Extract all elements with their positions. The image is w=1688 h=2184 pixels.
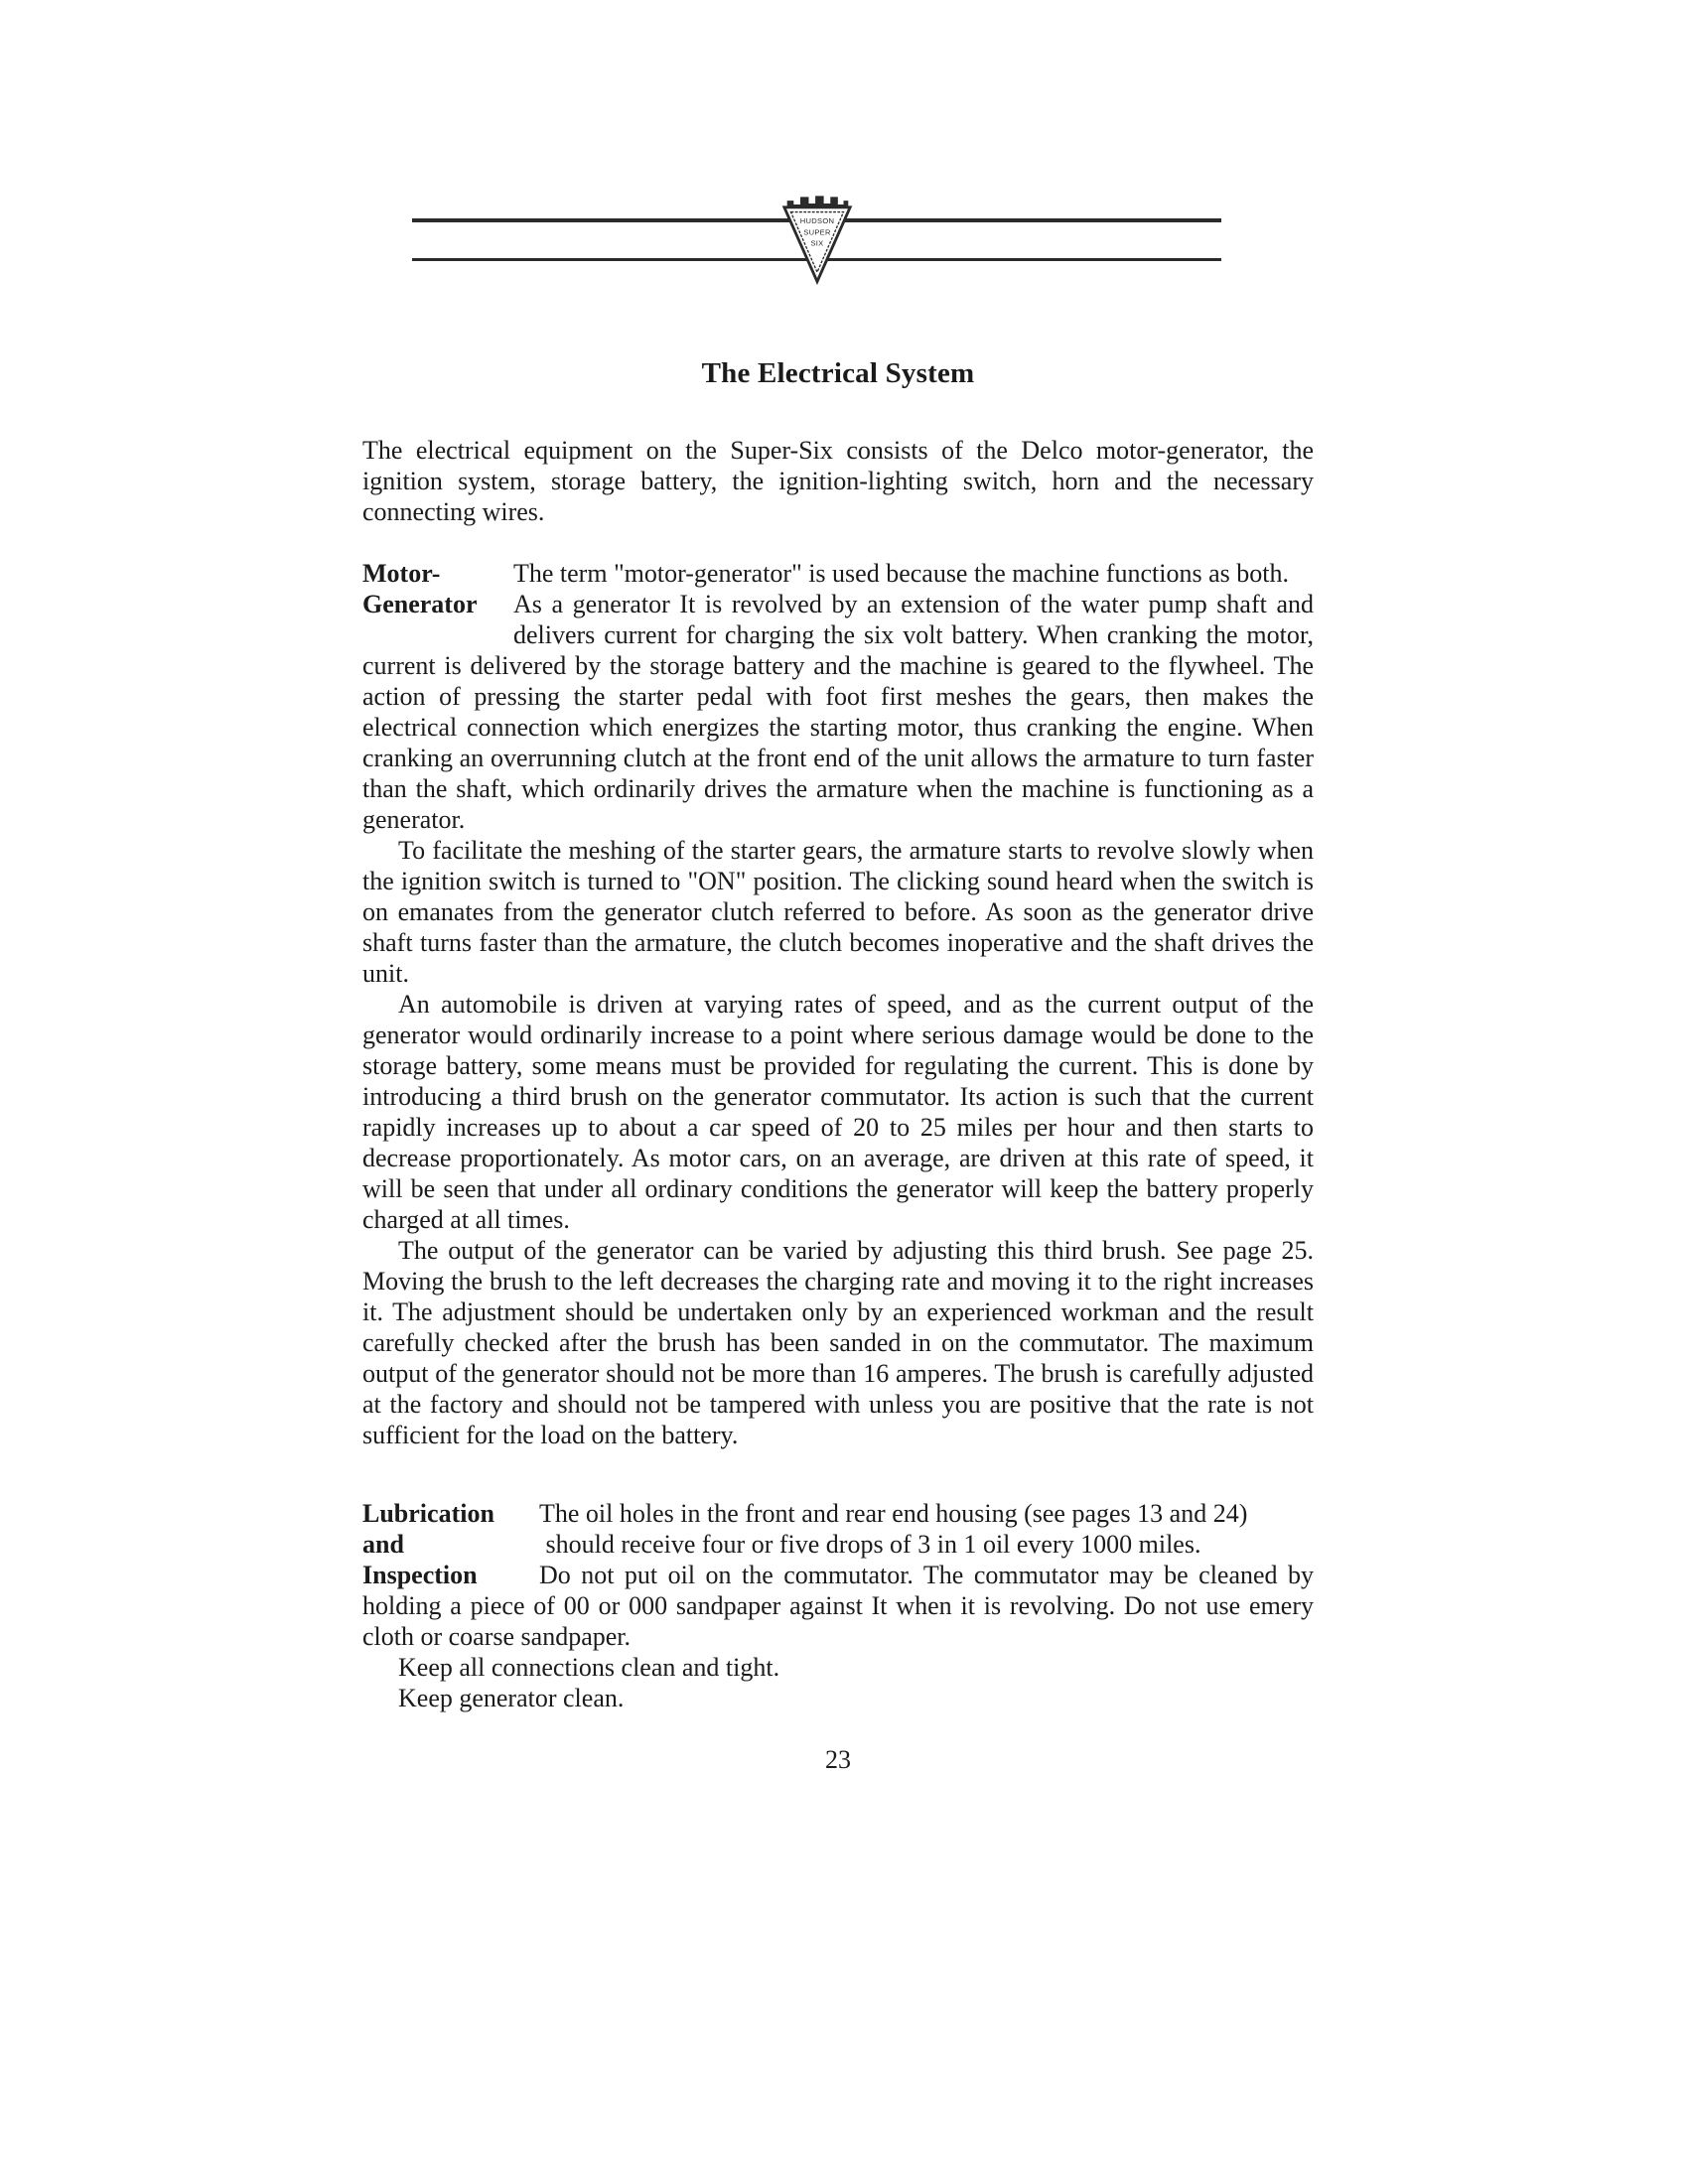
header-ornament bbox=[412, 189, 1221, 308]
lubrication-body: Do not put oil on the commutator. The commutator may be cleaned by holding a piece of 00 or 000 sandpaper against It when it is revolving. Do not use emery cloth or coarse sandpaper. bbox=[362, 1561, 1314, 1651]
lubrication-sidehead-line3: Inspection bbox=[362, 1561, 478, 1589]
page-title: The Electrical System bbox=[701, 357, 975, 389]
lubrication-sidehead bbox=[362, 1498, 539, 1589]
motor-generator-sidehead-line2: Generator bbox=[362, 590, 478, 618]
hudson-triangle-badge-icon bbox=[781, 191, 853, 288]
lubrication-line1: The oil holes in the front and rear end housing (see pages 13 and 24) bbox=[539, 1499, 1248, 1528]
motor-generator-body: As a generator It is revolved by an extension of the water pump shaft and delivers current for charging the six volt battery. When cranking the motor, current is delivered by the storage battery and the machine is geared to the flywheel. The action of pressing the starter pedal with foot first meshes the gears, then makes the electrical connection which energizes the starting motor, thus cranking the engine. When cranking an overrunning clutch at the front end of the unit allows the armature to turn faster than the shaft, which ordinarily drives the armature when the machine is functioning as a generator. bbox=[362, 590, 1314, 834]
paragraph-starter-meshing: To facilitate the meshing of the starter gears, the armature starts to revolve slowly when the ignition switch is turned to "ON" position. The clicking sound heard when the switch is on emanates from the generator clutch referred to before. As soon as the generator drive shaft turns faster than the armature, the clutch becomes inoperative and the shaft drives the unit. bbox=[362, 836, 1314, 988]
page-number: 23 bbox=[825, 1745, 851, 1774]
paragraph-current-regulation: An automobile is driven at varying rates of speed, and as the current output of the generator would ordinarily increase to a point where serious damage would be done to the storage battery, some means must be provided for regulating the current. This is done by introducing a third brush on the generator commutator. Its action is such that the current rapidly increases up to about a car speed of 20 to 25 miles per hour and then starts to decrease proportionately. As motor cars, on an average, are driven at this rate of speed, it will be seen that under all ordinary conditions the generator will keep the battery properly charged at all times. bbox=[362, 990, 1314, 1234]
lubrication-sidehead-line2: and bbox=[362, 1530, 404, 1559]
paragraph-intro: The electrical equipment on the Super-Six consists of the Delco motor-generator, the ignition system, storage battery, the ignition-lighting switch, horn and the necessary connecting wires. bbox=[362, 436, 1314, 526]
motor-generator-section bbox=[362, 558, 1314, 835]
motor-generator-sidehead-line1: Motor- bbox=[362, 559, 441, 588]
motor-generator-sidehead bbox=[362, 558, 513, 649]
note-keep-connections: Keep all connections clean and tight. bbox=[398, 1653, 780, 1682]
badge-text-six: SIX bbox=[809, 238, 824, 248]
lubrication-section bbox=[362, 1498, 1314, 1652]
lubrication-sidehead-line1: Lubrication bbox=[362, 1499, 494, 1528]
motor-generator-first-line: The term "motor-generator" is used because the machine functions as both. bbox=[513, 559, 1289, 588]
badge-text-hudson: HUDSON bbox=[799, 215, 834, 225]
lubrication-line2: should receive four or five drops of 3 in 1 oil every 1000 miles. bbox=[539, 1530, 1201, 1559]
body-content bbox=[362, 435, 1314, 1713]
badge-text-super: SUPER bbox=[802, 227, 831, 237]
note-keep-generator-clean: Keep generator clean. bbox=[398, 1684, 625, 1712]
paragraph-third-brush-adjustment: The output of the generator can be varied by adjusting this third brush. See page 25. Moving the brush to the left decreases the charging rate and moving it to the right increases it. The adjustment should be undertaken only by an experienced workman and the result carefully checked after the brush has been sanded in on the commutator. The maximum output of the generator should not be more than 16 amperes. The brush is carefully adjusted at the factory and should not be tampered with unless you are positive that the rate is not sufficient for the load on the battery. bbox=[362, 1236, 1314, 1449]
